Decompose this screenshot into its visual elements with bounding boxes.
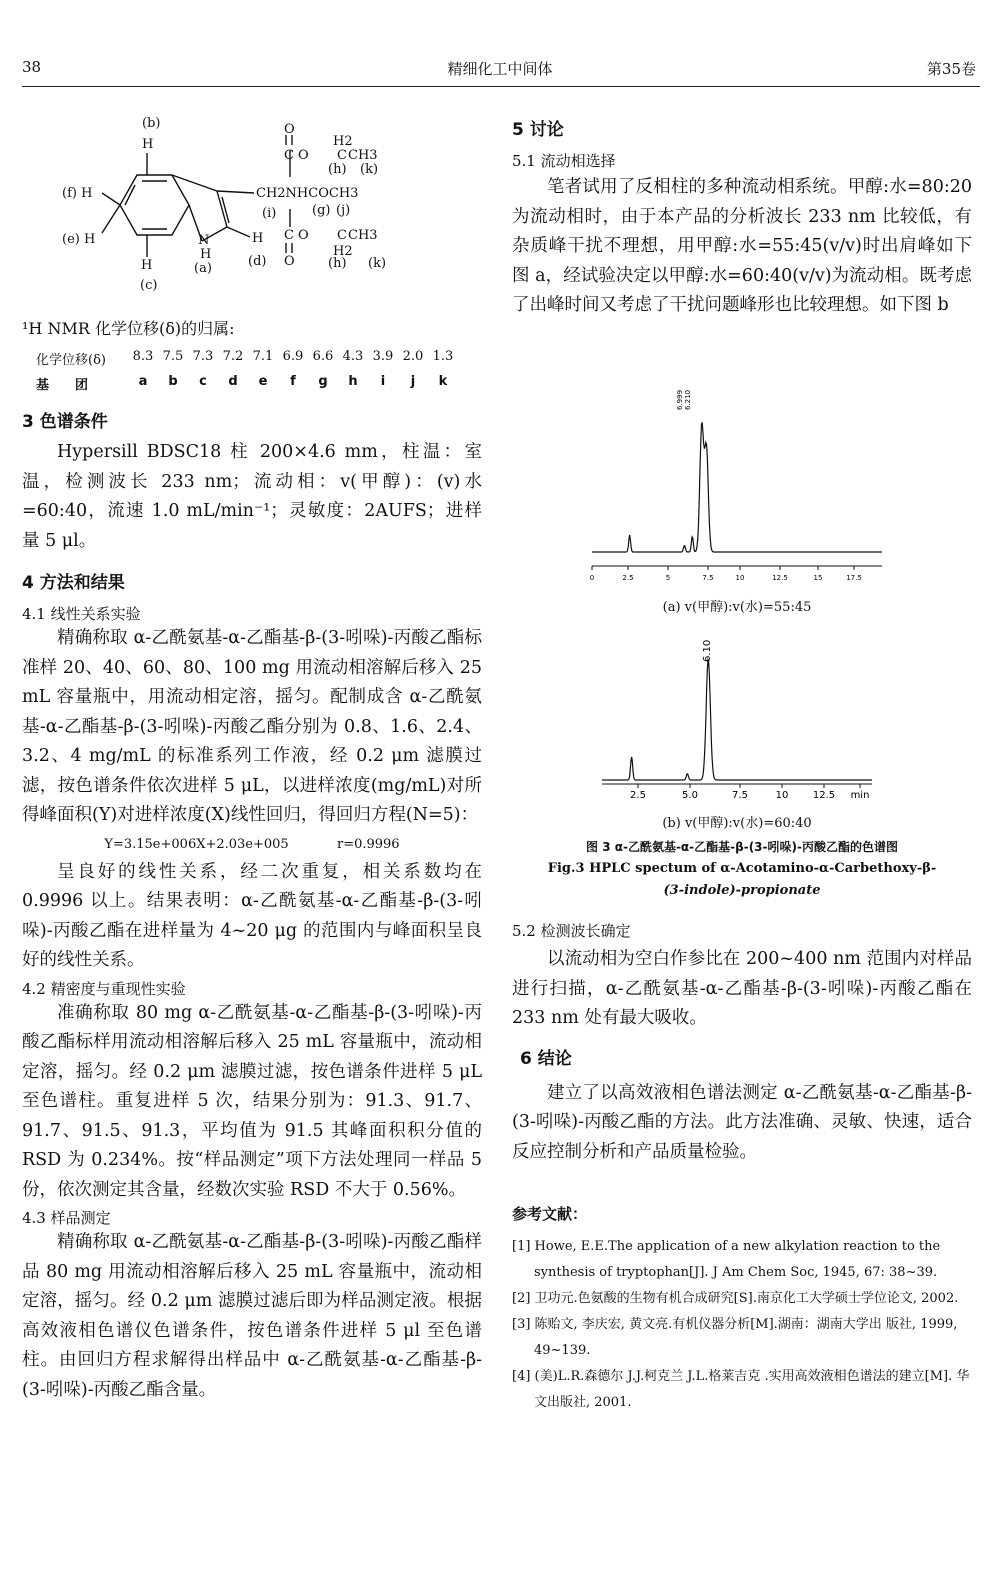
- nmr-shift-label: 化学位移(δ): [36, 353, 106, 368]
- svg-text:(k): (k): [360, 162, 379, 177]
- chromatogram-a: [582, 380, 892, 590]
- figure-caption-en-2: (3-indole)-propionate: [663, 883, 821, 898]
- x-tick-label: 10: [735, 574, 745, 582]
- nmr-shift-value: 7.3: [192, 349, 214, 364]
- nmr-group-value: g: [318, 374, 328, 389]
- x-tick-label: 7.5: [732, 790, 748, 801]
- section-6-title: 6 结论: [520, 1048, 572, 1069]
- reference-item: [2] 卫功元.色氨酸的生物有机合成研究[S].南京化工大学硕士学位论文, 2002.: [512, 1291, 959, 1306]
- x-tick-label: 17.5: [846, 574, 862, 582]
- nmr-shift-value: 6.9: [282, 349, 304, 364]
- figure-caption: [512, 836, 972, 902]
- figure-caption-cn: 图 3 α-乙酰氨基-α-乙酯基-β-(3-吲哚)-丙酸乙酯的色谱图: [586, 840, 898, 854]
- svg-text:(k): (k): [368, 256, 387, 271]
- references-list: [512, 1234, 972, 1416]
- svg-text:C: C: [284, 228, 294, 243]
- nmr-group-value: k: [438, 374, 448, 389]
- nmr-group-value: b: [168, 374, 178, 389]
- right-column-top: [512, 115, 972, 321]
- section-5-2-title: 5.2 检测波长确定: [512, 922, 631, 940]
- nmr-group-value: f: [290, 374, 296, 389]
- chart-a-caption: (a) v(甲醇):v(水)=55:45: [662, 600, 812, 615]
- x-tick-label: 5.0: [682, 790, 698, 801]
- left-column: [22, 316, 482, 1405]
- svg-text:(i): (i): [262, 206, 277, 221]
- chemical-structure: [22, 115, 492, 330]
- x-tick-label: 2.5: [630, 790, 646, 801]
- svg-text:H: H: [141, 258, 153, 273]
- section-4-1-text-2: 呈良好的线性关系，经二次重复，相关系数均在 0.9996 以上。结果表明：α-乙酰氨基-α-乙酯基-β-(3-吲哚)-丙酸乙酯在进样量为 4~20 μg 的范围内与峰面积呈良好的线性关系。: [22, 861, 482, 970]
- svg-text:CH3: CH3: [348, 228, 378, 243]
- equation: Y=3.15e+006X+2.03e+005: [104, 836, 289, 852]
- section-4-1-text: 精确称取 α-乙酰氨基-α-乙酯基-β-(3-吲哚)-丙酸乙酯标准样 20、40、60、80、100 mg 用流动相溶解后移入 25 mL 容量瓶中，用流动相定溶，摇匀。配制成含 α-乙酰氨基-α-乙酯基-β-(3-吲哚)-丙酸乙酯分别为 0.8、1.6、2.4、3.2、4 mg/mL 的标准系列工作液，经 0.2 μm 滤膜过滤，按色谱条件依次进样 5 μL，以进样浓度(mg/mL)对所得峰面积(Y)对进样浓度(X)线性回归，得回归方程(N=5)：: [22, 628, 482, 825]
- svg-text:(f) H: (f) H: [62, 186, 93, 201]
- svg-text:O: O: [298, 228, 309, 243]
- nmr-shift-value: 6.6: [312, 349, 334, 364]
- chromatogram-trace: [592, 422, 882, 552]
- svg-text:(j): (j): [336, 203, 351, 218]
- nmr-shift-value: 4.3: [342, 349, 364, 364]
- references-title: 参考文献：: [512, 1205, 588, 1223]
- svg-text:O: O: [284, 122, 295, 137]
- svg-text:(h): (h): [328, 256, 347, 271]
- peak-retention-label: 6.210: [684, 389, 692, 410]
- figure-caption-en-1: Fig.3 HPLC spectum of α-Acotamino-α-Carbethoxy-β-: [547, 861, 937, 876]
- regression-equation: [22, 837, 482, 852]
- nmr-shift-value: 8.3: [132, 349, 154, 364]
- svg-text:H2: H2: [333, 244, 353, 259]
- svg-text:N: N: [198, 233, 210, 248]
- svg-text:(h): (h): [328, 162, 347, 177]
- svg-text:H: H: [200, 247, 212, 262]
- nmr-group-value: a: [138, 374, 148, 389]
- peak-retention-label: 6.10: [702, 639, 713, 662]
- section-4-3-text: 精确称取 α-乙酰氨基-α-乙酯基-β-(3-吲哚)-丙酸乙酯样品 80 mg 用流动相溶解后移入 25 mL 容量瓶中，流动相定溶，摇匀。经 0.2 μm 滤膜过滤后即为样品测定液。根据高效液相色谱仪色谱条件，按色谱条件进样 5 μl 至色谱柱。由回归方程求解得出样品中 α-乙酰氨基-α-乙酯基-β-(3-吲哚)-丙酸乙酯含量。: [22, 1232, 482, 1400]
- svg-text:C: C: [337, 228, 347, 243]
- svg-text:(a): (a): [194, 261, 212, 276]
- journal-title: 精细化工中间体: [447, 60, 553, 78]
- svg-text:CH3: CH3: [348, 148, 378, 163]
- svg-text:(d): (d): [248, 254, 267, 269]
- section-4-2-title: 4.2 精密度与重现性实验: [22, 979, 186, 998]
- x-tick-label: 12.5: [772, 574, 788, 582]
- x-tick-label: 7.5: [702, 574, 714, 582]
- section-4-1-title: 4.1 线性关系实验: [22, 605, 141, 623]
- svg-text:(e) H: (e) H: [62, 232, 96, 247]
- chromatogram-b: [592, 622, 882, 812]
- nmr-shift-row: [36, 349, 482, 368]
- chromatogram-trace: [602, 660, 872, 781]
- x-tick-label: 5: [665, 574, 671, 582]
- svg-text:H: H: [252, 231, 264, 246]
- svg-text:O: O: [284, 254, 295, 269]
- nmr-group-value: h: [348, 374, 358, 389]
- reference-item: [4] (美)L.R.森德尔 J.J.柯克兰 J.L.格莱吉克 .实用高效液相色谱法的建立[M]. 华文出版社, 2001.: [512, 1369, 970, 1410]
- reference-item: [3] 陈贻文, 李庆宏, 黄文亮.有机仪器分析[M].湖南：湖南大学出 版社, 1999, 49~139.: [512, 1317, 958, 1358]
- reference-item: [1] Howe, E.E.The application of a new alkylation reaction to the synthesis of tryptophan[J]. J Am Chem Soc, 1945, 67: 38~39.: [512, 1239, 941, 1280]
- section-5-1-title: 5.1 流动相选择: [512, 152, 616, 170]
- section-3-text: Hypersill BDSC18 柱 200×4.6 mm，柱温：室温，检测波长 233 nm；流动相：v(甲醇)：(v)水=60:40，流速 1.0 mL/min⁻¹；灵敏度：2AUFS；进样量 5 μl。: [22, 442, 482, 551]
- section-3-title: 3 色谱条件: [22, 412, 108, 432]
- x-tick-label: 10: [775, 790, 789, 801]
- svg-text:(g): (g): [312, 203, 331, 218]
- nmr-group-value: e: [258, 374, 268, 389]
- nmr-shift-value: 7.2: [222, 349, 244, 364]
- chart-b-caption: (b) v(甲醇):v(水)=60:40: [662, 816, 812, 831]
- page-number: 38: [22, 58, 42, 76]
- x-tick-label: 15: [813, 574, 823, 582]
- svg-text:(c): (c): [140, 278, 158, 293]
- nmr-shift-value: 7.1: [252, 349, 274, 364]
- nmr-shift-value: 3.9: [372, 349, 394, 364]
- nmr-shift-value: 1.3: [432, 349, 454, 364]
- right-column-bottom: [512, 920, 972, 1416]
- r-value: r=0.9996: [336, 836, 400, 852]
- section-6-text: 建立了以高效液相色谱法测定 α-乙酰氨基-α-乙酯基-β-(3-吲哚)-丙酸乙酯的方法。此方法准确、灵敏、快速，适合反应控制分析和产品质量检验。: [512, 1082, 972, 1162]
- svg-text:CH2NHCOCH3: CH2NHCOCH3: [256, 186, 359, 201]
- nmr-group-value: c: [199, 374, 207, 389]
- peak-retention-label: 6.999: [676, 389, 684, 410]
- nmr-group-row: [36, 374, 482, 393]
- section-5-2-text: 以流动相为空白作参比在 200~400 nm 范围内对样品进行扫描，α-乙酰氨基-α-乙酯基-β-(3-吲哚)-丙酸乙酯在 233 nm 处有最大吸收。: [512, 949, 972, 1028]
- section-4-2-text: 准确称取 80 mg α-乙酰氨基-α-乙酯基-β-(3-吲哚)-丙酸乙酯标样用流动相溶解后移入 25 mL 容量瓶中，流动相定溶，摇匀。经 0.2 μm 滤膜过滤，按色谱条件进样 5 μL 至色谱柱。重复进样 5 次，结果分别为：91.3、91.7、91.7、91.5、91.3，平均值为 91.5 其峰面积积分值的 RSD 为 0.234%。按“样品测定”项下方法处理同一样品 5 份，依次测定其含量，经数次实验 RSD 不大于 0.56%。: [22, 1002, 482, 1200]
- nmr-group-value: j: [410, 374, 416, 389]
- volume-label: 第35卷: [926, 60, 976, 78]
- svg-text:H: H: [142, 137, 154, 152]
- header-rule: [22, 86, 980, 87]
- x-tick-label: 12.5: [812, 790, 836, 801]
- nmr-title: ¹H NMR 化学位移(δ)的归属:: [22, 319, 235, 338]
- nmr-shift-value: 7.5: [162, 349, 184, 364]
- svg-text:(b): (b): [142, 116, 161, 131]
- nmr-group-label: 基 团: [36, 378, 89, 393]
- nmr-group-value: d: [228, 374, 238, 389]
- svg-text:C: C: [284, 148, 294, 163]
- x-tick-label: min: [850, 790, 870, 801]
- svg-text:H2: H2: [333, 134, 353, 149]
- section-4-3-title: 4.3 样品测定: [22, 1209, 111, 1227]
- section-5-title: 5 讨论: [512, 120, 564, 140]
- x-tick-label: 0: [589, 574, 595, 582]
- nmr-shift-value: 2.0: [402, 349, 424, 364]
- section-4-title: 4 方法和结果: [22, 573, 125, 593]
- svg-text:O: O: [298, 148, 309, 163]
- x-tick-label: 2.5: [622, 574, 634, 582]
- nmr-group-value: i: [380, 374, 386, 389]
- svg-text:C: C: [337, 148, 347, 163]
- section-5-1-text: 笔者试用了反相柱的多种流动相系统。甲醇:水=80:20 为流动相时，由于本产品的分析波长 233 nm 比较低，有杂质峰干扰不理想，用甲醇:水=55:45(v/v)时出肩峰如下图 a，经试验决定以甲醇:水=60:40(v/v)为流动相。既考虑了出峰时间又考虑了干扰问题峰形也比较理想。如下图 b: [512, 177, 972, 315]
